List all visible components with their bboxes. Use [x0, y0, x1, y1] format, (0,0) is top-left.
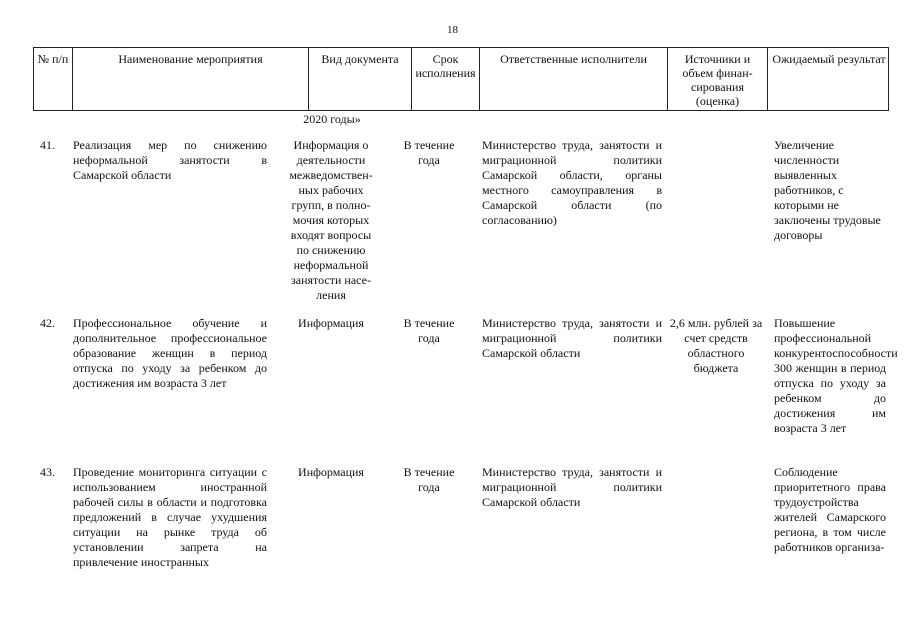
row-deadline: В течение года — [403, 138, 455, 167]
header-funding-source: Источники и объем финан- сирования (оценка) — [667, 48, 767, 110]
row-expected-result: Увеличение численности выявленных работников, с которыми не заключены трудовые договоры — [774, 138, 881, 242]
row-number: 43. — [40, 465, 55, 479]
row-event-name: Проведение мониторинга ситуации с использованием иностранной рабочей силы в области и подготовка предложений в случае ухудшения ситуации на рынке труда об установлении запрета на привлечение иностранных — [73, 465, 267, 569]
row-deadline: В течение года — [403, 465, 455, 494]
row-deadline: В течение года — [403, 316, 455, 345]
header-event-name: Наименование мероприятия — [72, 48, 308, 110]
row-document-type: Информация о деятельности межведомствен- ных рабочих групп, в полно- мочия которых входят вопросы по снижению неформальной занятости насе- ления — [289, 138, 373, 302]
row-responsible: Министерство труда, занятости и миграционной политики Самарской области, органы местного самоуправления в Самарской области (по согласованию) — [482, 138, 662, 227]
row-responsible: Министерство труда, занятости и миграционной политики Самарской области — [482, 465, 662, 509]
header-document-type: Вид документа — [308, 48, 411, 110]
table-header — [33, 47, 889, 111]
row-responsible: Министерство труда, занятости и миграционной политики Самарской области — [482, 316, 662, 360]
header-expected-result: Ожидаемый результат — [767, 48, 890, 110]
row-number: 41. — [40, 138, 55, 152]
row-document-type: Информация — [298, 316, 364, 330]
row-funding-source: 2,6 млн. рублей за счет средств областного бюджета — [669, 316, 763, 375]
page-number: 18 — [447, 24, 458, 36]
row-event-name: Реализация мер по снижению неформальной занятости в Самарской области — [73, 138, 267, 182]
header-responsible: Ответственные исполнители — [479, 48, 667, 110]
row-number: 42. — [40, 316, 55, 330]
row-document-type: Информация — [298, 465, 364, 479]
header-number: № п/п — [37, 52, 69, 66]
row-expected-result: Повышение профессиональной конкурентоспособности 300 женщин в период отпуска по уходу за ребенком до достижения им возраста 3 лет — [774, 316, 898, 435]
header-deadline: Срок исполнения — [411, 48, 479, 110]
row-event-name: Профессиональное обучение и дополнительное профессиональное образование женщин в период отпуска по уходу за ребенком до достижения им возраста 3 лет — [73, 316, 267, 390]
row-expected-result: Соблюдение приоритетного права трудоустройства жителей Самарского региона, в том числе работников организа- — [774, 465, 886, 554]
carried-over-text: 2020 годы» — [303, 112, 361, 126]
